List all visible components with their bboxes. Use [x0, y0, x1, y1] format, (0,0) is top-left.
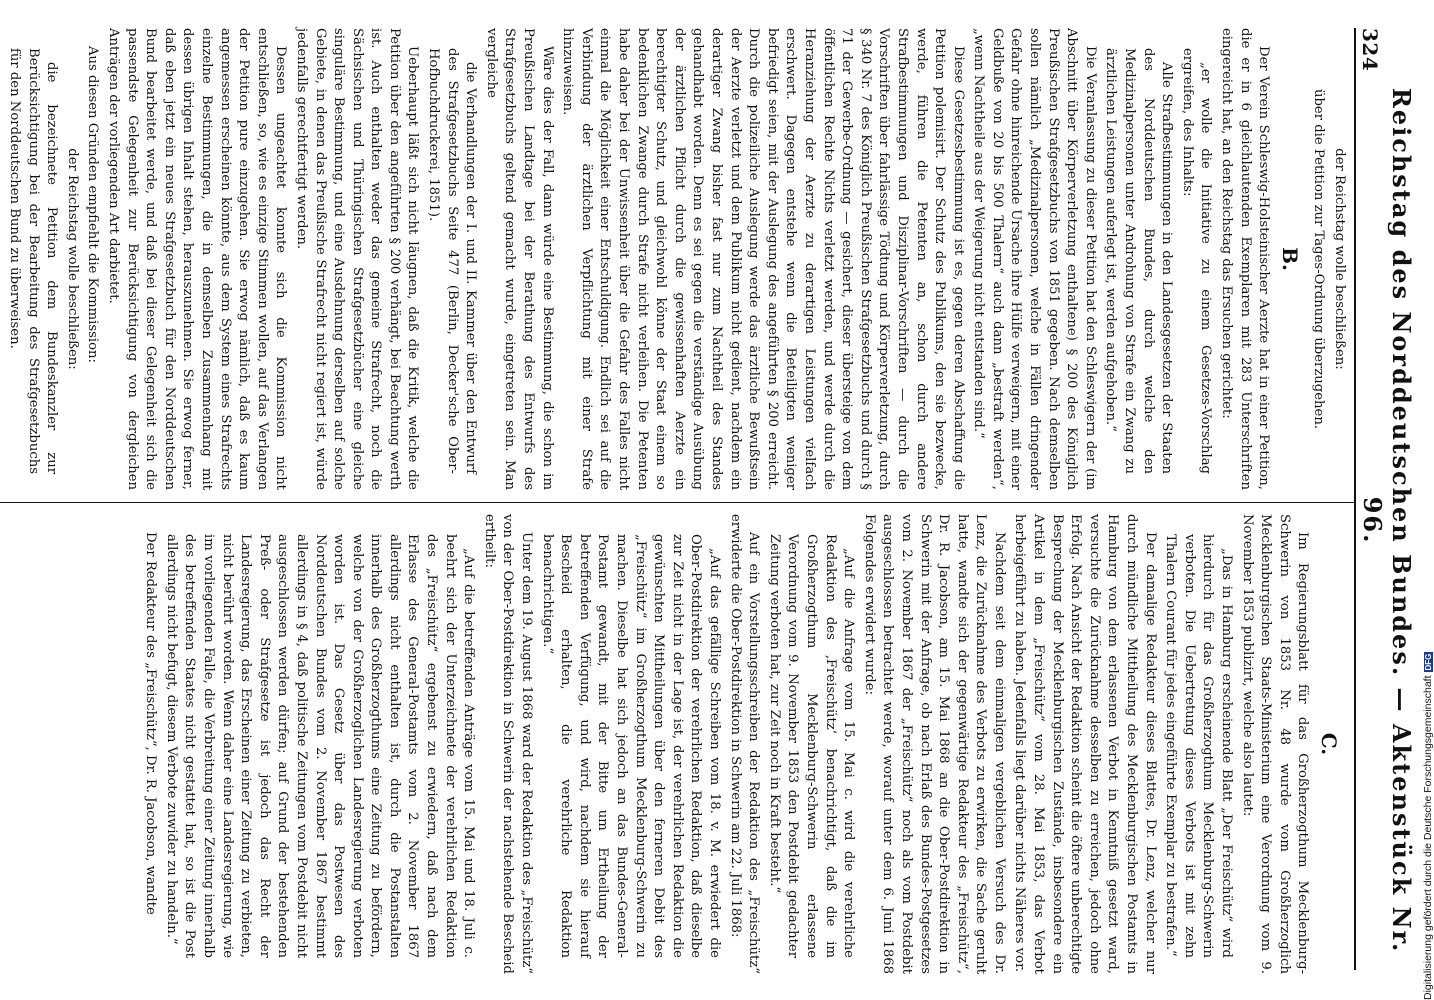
digitization-credit: [1422, 652, 1434, 1000]
paragraph: Die Veranlassung zu dieser Petition hat den Schleswigern der (im Abschnitt über Körperverletzung enthaltene) § 200 des Königlich Preußischen Strafgesetzbuchs von 1851 gegeben. Nach demselben sollen nämlich „Medizinalpersonen, welche in Fällen dringender Gefahr ohne hinreichende Ursache ihre Hülfe verweigern, mit einer Geldbuße von 20 bis 500 Thalern“ auch dann „bestraft werden“, „wenn Nachtheile aus der Weigerung nicht entstanden sind.“: [971, 28, 1098, 490]
paragraph: Auf ein Vorstellungsschreiben der Redaktion des „Freischütz“ erwiderte die Ober-Postdirektion in Schwerin am 22. Juli 1868:: [727, 514, 762, 974]
paragraph: Der damalige Redakteur dieses Blattes, Dr. Lenz, welcher nur durch mündliche Mittheilung des Mecklenburgischen Postamts in Hamburg von dem erlassenen Verbot in Kenntniß gesetzt ward, versuchte die Zurücknahme desselben zu erreichen, jedoch ohne Erfolg. Nach Ansicht der Redaktion scheint die öftere unberechtigte Besprechung der Mecklenburgischen Zustände, insbesondere ein Artikel in dem „Freischütz“ vom 28. Mai 1853, das Verbot herbeigeführt zu haben. Jedenfalls liegt darüber nichts Näheres vor.: [1012, 514, 1158, 974]
quote: „Auf die Anfrage vom 15. Mai c. wird die verehrliche Redaktion des ‚Freischütz‘ benachrichtigt, daß die im Großherzogthum Mecklenburg-Schwerin erlassene Verordnung vom 9. November 1853 den Postdebit gedachter Zeitung verboten hat, zur Zeit noch in Kraft besteht.“: [766, 534, 857, 958]
paragraph: Diese Gesetzesbestimmung ist es, gegen deren Abschaffung die Petition polemisirt. Der Schutz des Publikums, den sie bezwecke, werde, führen die Petenten an, schon durch andere Strafbestimmungen und Disziplinar-Vorschriften — durch die Vorschriften über fahrlässige Tödtung und Körperverletzung, durch § 340 Nr. 7 des Königlich Preußischen Strafgesetzbuchs und durch § 71 der Gewerbe-Ordnung — gesichert, dieser übersteige von dem öffentlichen Rechte Nichts verletzt werden, und werde durch die Heranziehung der Aerzte zu derartigen Leistungen vielfach erschwert. Dagegen entstehe wenn die Beteiligten weniger befriedigt seien, mit der Auslegung des angeführten § 200 erreicht. Durch die polizeiliche Auslegung werde das ärztliche Bewußtsein der Aerzte verletzt und dem Publikum nicht gedient, nachdem ein derartiger Zwang bisher fast nur zum Nachtheil des Standes gehandhabt worden. Denn es sei gegen die verständige Ausübung der ärztlichen Pflicht durch die gewissenhaften Aerzte ein berechtigter Schutz, und gleichwohl könne der Staat einem so bedenklichen Zwange durch Strafe nicht verleihen. Die Petenten habe daher bei der Unwissenheit über die Gefahr des Falles nicht einmal die Möglichkeit einer Entschuldigung. Endlich sei auf die Verbindung der ärztlichen Verpflichtung mit einer Strafe hinzuweisen.: [560, 28, 966, 490]
quote: Alle Strafbestimmungen in den Landesgesetzen der Staaten des Norddeutschen Bundes, durch welche den Medizinalpersonen unter Androhung von Strafe ein Zwang zu ärztlichen Leistungen auferlegt ist, werden aufgehoben.“: [1103, 48, 1175, 474]
page-number: 324: [1358, 28, 1382, 72]
paragraph: Der Redakteur des „Freischütz“, Dr. R. Jacobson, wandte: [143, 532, 159, 915]
page-title: Reichstag des Norddeutschen Bundes. — Aktenstück Nr. 96.: [1358, 87, 1416, 954]
paragraph: der Reichstag wolle beschließen:: [64, 148, 80, 370]
paragraph: Wäre dies der Fall, dann würde eine Bestimmung, die schon im Preußischen Landtage bei der Berathung des Entwurfs des Strafgesetzbuchs geltend gemacht wurde, eingetreten sein. Man vergleiche: [483, 28, 555, 490]
quote: die bezeichnete Petition dem Bundeskanzler zur Berücksichtigung bei der Bearbeitung des Strafgesetzbuchs für den Norddeutschen Bund zu überweisen.: [7, 48, 60, 474]
column-divider: [0, 502, 1354, 503]
dfg-logo: DFG: [1424, 653, 1433, 671]
credit-text: Digitalisierung gefördert durch die Deutsche Forschungsgemeinschaft: [1422, 675, 1434, 1000]
quote: „Auf die betreffenden Anträge vom 15. Mai und 18. Juli c. beehrt sich der Unterzeichnete der verehrlichen Redaktion des „Freischütz“ ergebenst zu erwiedern, daß nach dem Erlasse des General-Postamts vom 2. November 1867 allerdings nicht enthalten ist, durch die Postanstalten innerhalb des Großherzogthums eine Zeitung zu befördern, welche von der Großherzoglichen Landesregierung verboten worden ist. Das Gesetz über das Postwesen des Norddeutschen Bundes vom 2. November 1867 bestimmt allerdings in § 4, daß politische Zeitungen vom Postdebit nicht ausgeschlossen werden dürfen; auf Grund der bestehenden Preß- oder Strafgesetze ist jedoch das Recht der Landesregierung, das Erscheinen einer Zeitung zu verbieten, nicht berührt worden. Wenn daher eine Landesregierung, wie im vorliegenden Falle, die Verbreitung einer Zeitung innerhalb des betreffenden Staates nicht gestattet hat, so ist die Post allerdings nicht befugt, diesem Verbote zuwider zu handeln.“: [163, 534, 477, 958]
paragraph: Unter dem 19. August 1868 ward der Redaktion des „Freischütz“ von der Ober-Postdirektion in Schwerin der nachstehende Bescheid ertheilt:: [481, 514, 535, 974]
quote: „Auf das gefällige Schreiben vom 18. v. M. erwiedert die Ober-Postdirektion der verehrlichen Redaktion, daß dieselbe zur Zeit nicht in der Lage ist, der verehrlichen Redaktion die gewünschten Mittheilungen über den ferneren Debit des „Freischütz“ im Großherzogthum Mecklenburg-Schwerin zu machen. Dieselbe hat sich jedoch an das Bundes-General-Postamt gewandt, mit der Bitte um Ertheilung der betreffenden Verfügung, und wird, nachdem sie hierauf Bescheid erhalten, die verehrliche Redaktion benachrichtigen.“: [539, 534, 722, 958]
paragraph: Der Verein Schleswig-Holsteinischer Aerzte hat in einer Petition, die er in 6 gleichlautenden Exemplaren mit 283 Unterschriften eingereicht hat, an den Reichstag das Ersuchen gerichtet:: [1219, 28, 1272, 490]
right-column: [139, 514, 1348, 974]
paragraph: Dessen ungeachtet konnte sich die Kommission nicht entschließen, so, wie es einzige Stimmen wollen, auf das Verlangen der Petition pure einzugehen. Sie erwog nämlich, daß es kaum angemessen erscheinen könnte, aus dem System eines Strafrechts einzelne Bestimmungen, die in demselben Zusammenhang mit dessen übrigen Inhalt stehen, herauszunehmen. Sie erwog ferner, daß eben jetzt ein neues Strafgesetzbuch für den Norddeutschen Bund bearbeitet werde, und daß bei dieser Gelegenheit sich die passendste Gelegenheit zur Berücksichtigung von dergleichen Anträgen der vorliegenden Art darbietet.: [106, 28, 289, 490]
section-heading-b: B.: [1277, 247, 1302, 271]
left-column: [0, 28, 1348, 490]
page-header: [1354, 28, 1416, 970]
paragraph: Ueberhaupt läßt sich nicht läugnen, daß die Kritik, welche die Petition über den angeführten § 200 verhängt, bei Beachtung werth ist. Auch enthalten weder das gemeine Strafrecht, noch die Sächsischen und Thüringischen Strafgesetzbücher eine gleiche singuläre Bestimmung, und eine Ausdehnung derselben auf solche Gebiete, in denen das Preußische Strafrecht nicht regiert ist, würde jedenfalls gerechtfertigt werden.: [293, 28, 421, 490]
quote: „er wolle die Initiative zu einem Gesetzes-Vorschlag ergreifen, des Inhalts:: [1179, 48, 1214, 474]
paragraph: Aus diesen Gründen empfiehlt die Kommission:: [85, 46, 101, 363]
section-heading-c: C.: [1317, 732, 1341, 756]
paragraph: über die Petition zur Tages-Ordnung überzugehen.: [1311, 88, 1327, 430]
paragraph: Im Regierungsblatt für das Großherzogthum Mecklenburg-Schwerin von 1853 Nr. 48 wurde vom Großherzoglich Mecklenburgischen Staats-Ministerium eine Verordnung vom 9. November 1853 publizirt, welche also lautet:: [1239, 514, 1311, 974]
quote: „Das in Hamburg erscheinende Blatt „Der Freischütz“ wird hierdurch für das Großherzogthum Mecklenburg-Schwerin verboten. Die Uebertretung dieses Verbots ist mit zehn Thalern Courant für jedes eingeführte Exemplar zu bestrafen.“: [1163, 534, 1235, 958]
quote: die Verhandlungen der I. und II. Kammer über den Entwurf des Strafgesetzbuchs Seite 477 (Berlin, Decker'sche Ober-Hofbuchdruckerei, 1851).: [426, 48, 479, 474]
paragraph: der Reichstag wolle beschließen:: [1332, 148, 1347, 370]
paragraph: Nachdem seit dem einmaligen vergeblichen Versuch des Dr. Lenz, die Zurücknahme des Verbots zu erwirken, die Sache geruht hatte, wandte sich der gegenwärtige Redakteur des „Freischütz“, Dr. R. Jacobson, am 15. Mai 1868 an die Ober-Postdirektion in Schwerin mit der Anfrage, ob nach Erlaß des Bundes-Postgesetzes vom 2. November 1867 der „Freischütz“ noch als vom Postdebit ausgeschlossen betrachtet werde, worauf unter dem 6. Juni 1868 Folgendes erwidert wurde:: [861, 514, 1007, 974]
